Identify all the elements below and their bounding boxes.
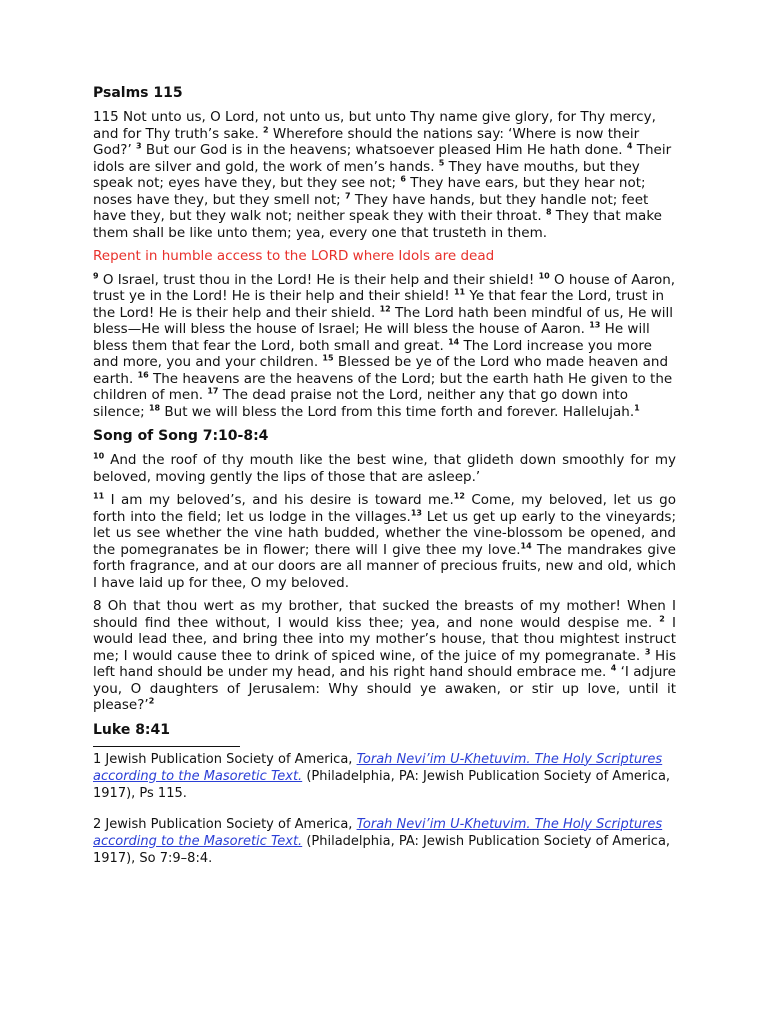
verse-number: 17 [207, 386, 219, 396]
psalms-heading: Psalms 115 [93, 85, 183, 101]
red-note: Repent in humble access to the LORD where Idols are dead [93, 248, 495, 264]
verse-number: 2 [659, 614, 665, 623]
footnote-separator [93, 746, 240, 747]
verse-text: But our God is in the heavens; whatsoever pleased Him He hath done. [141, 142, 627, 158]
verse-number: 9 [93, 271, 99, 280]
footnote-2 [93, 816, 676, 867]
verse-text: They have ears, but they hear not; noses have they, but they smell not; [93, 175, 646, 208]
document-page [93, 84, 676, 881]
verse-text: Come, my beloved, let us go forth into the field; let us lodge in the villages. [93, 492, 676, 525]
verse-number: 14 [448, 337, 460, 346]
footnote-link[interactable]: Torah Nevi’im U-Khetuvim. The Holy Scriptures according to the Masoretic Text. [93, 816, 663, 849]
song-paragraph-2 [93, 492, 676, 591]
verse-text: I would lead thee, and bring thee into my mother’s house, that thou mightest instruct me; I would cause thee to drink of spiced wine, of the juice of my pomegranate. [93, 614, 676, 664]
verse-number: 2 [263, 125, 269, 134]
luke-heading: Luke 8:41 [93, 721, 171, 738]
verse-text: The Lord increase you more and more, you and your children. [93, 337, 652, 370]
verse-number: 16 [137, 370, 149, 379]
verse-number: 11 [93, 491, 105, 501]
psalms-paragraph-1 [93, 109, 676, 241]
verse-text: Let us get up early to the vineyards; let us see whether the vine hath budded, whether the vine-blossom be opened, and the pomegranates be in flower; there will I give thee my love. [93, 508, 676, 558]
verse-number: 3 [136, 141, 142, 151]
verse-text: I am my beloved’s, and his desire is toward me. [104, 492, 454, 508]
footnote-text: Jewish Publication Society of America, [105, 751, 357, 767]
verse-number: 14 [520, 541, 532, 550]
verse-text: Wherefore should the nations say: ‘Where is now their God?’ [93, 125, 640, 158]
verse-number: 12 [379, 304, 391, 313]
verse-text: The heavens are the heavens of the Lord; but the earth hath He given to the children of men. [93, 370, 673, 403]
verse-number: 15 [322, 353, 334, 363]
verse-text: But we will bless the Lord from this time forth and forever. Hallelujah. [160, 403, 635, 420]
verse-text: They have hands, but they handle not; feet have they, but they walk not; neither speak they with their throat. [93, 191, 649, 224]
verse-text: 115 Not unto us, O Lord, not unto us, but unto Thy name give glory, for Thy mercy, and for Thy truth’s sake. [93, 109, 656, 142]
footnote-number: 2 [93, 816, 102, 832]
verse-text: He will bless them that fear the Lord, both small and great. [93, 321, 650, 354]
footnote-citation: (Philadelphia, PA: Jewish Publication Society of America, 1917), So 7:9–8:4. [93, 833, 671, 866]
verse-text: Their idols are silver and gold, the work of men’s hands. [93, 142, 672, 175]
verse-number: 12 [453, 491, 465, 501]
verse-number: 7 [345, 191, 351, 200]
verse-text: The dead praise not the Lord, neither any that go down into silence; [93, 387, 628, 420]
verse-text: And the roof of thy mouth like the best wine, that glideth down smoothly for my beloved, moving gently the lips of those that are asleep.’ [93, 452, 676, 485]
verse-text: ‘I adjure you, O daughters of Jerusalem: Why should ye awaken, or stir up love, until it please?’ [93, 664, 676, 713]
verse-number: 13 [410, 508, 422, 517]
verse-text: The Lord hath been mindful of us, He will bless—He will bless the house of Israel; He will bless the house of Aaron. [93, 304, 674, 337]
verse-number: 2 [148, 696, 155, 706]
verse-number: 10 [93, 451, 105, 461]
verse-text: Blessed be ye of the Lord who made heaven and earth. [93, 354, 669, 387]
footnote-citation: (Philadelphia, PA: Jewish Publication Society of America, 1917), Ps 115. [93, 768, 671, 801]
verse-text: His left hand should be under my head, and his right hand should embrace me. [93, 647, 676, 680]
verse-text: O house of Aaron, trust ye in the Lord! He is their help and their shield! [93, 271, 676, 304]
verse-number: 4 [610, 663, 617, 673]
footnote-number: 1 [93, 751, 102, 767]
verse-text: Ye that fear the Lord, trust in the Lord! He is their help and their shield. [93, 288, 665, 321]
verse-number: 18 [148, 403, 161, 412]
psalms-paragraph-2 [93, 272, 676, 421]
verse-text: The mandrakes give forth fragrance, and at our doors are all manner of precious fruits, new and old, which I have laid up for thee, O my beloved. [93, 541, 676, 591]
footnote-link[interactable]: Torah Nevi’im U-Khetuvim. The Holy Scriptures according to the Masoretic Text. [93, 751, 663, 784]
verse-number: 1 [634, 403, 640, 412]
verse-number: 8 [545, 207, 552, 217]
verse-text: They have mouths, but they speak not; eyes have they, but they see not; [93, 158, 640, 191]
verse-number: 10 [538, 271, 550, 280]
verse-text: O Israel, trust thou in the Lord! He is their help and their shield! [98, 271, 539, 288]
verse-number: 4 [626, 141, 633, 151]
footnote-1 [93, 751, 676, 802]
verse-number: 6 [400, 174, 406, 184]
song-heading: Song of Song 7:10-8:4 [93, 428, 269, 444]
verse-number: 5 [438, 158, 445, 167]
verse-text: They that make them shall be like unto them; yea, every one that trusteth in them. [93, 208, 662, 241]
verse-number: 11 [453, 287, 466, 297]
footnote-text: Jewish Publication Society of America, [105, 816, 357, 832]
verse-text: 8 Oh that thou wert as my brother, that sucked the breasts of my mother! When I should find thee without, I would kiss thee; yea, and none would despise me. [93, 598, 676, 631]
song-paragraph-3 [93, 598, 676, 714]
song-paragraph-1 [93, 452, 676, 485]
verse-number: 13 [589, 320, 601, 330]
verse-number: 3 [644, 647, 651, 656]
